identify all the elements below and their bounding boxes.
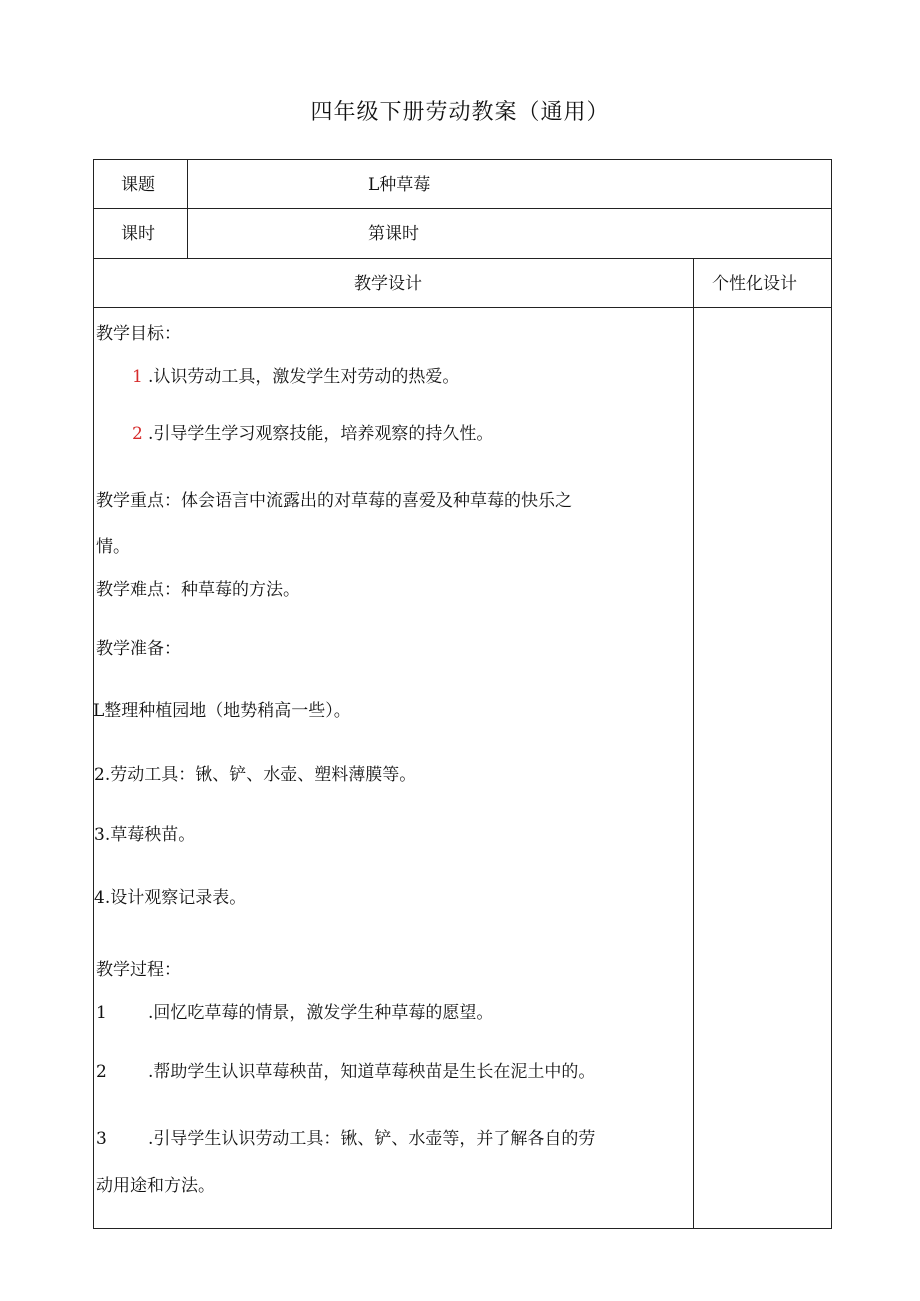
process-step-continuation: 动用途和方法。 [96,1176,215,1196]
objectives-heading: 教学目标： [96,324,181,344]
process-step-number: 1 [96,1003,107,1023]
process-step-text: .引导学生认识劳动工具：锹、铲、水壶等，并了解各自的劳 [148,1129,596,1149]
row-divider [94,258,831,259]
preparation-heading: 教学准备： [96,639,181,659]
period-label: 课时 [121,224,155,244]
objective-text: .认识劳动工具，激发学生对劳动的热爱。 [148,367,460,387]
design-column-heading: 教学设计 [354,274,422,294]
preparation-item: 2.劳动工具：锹、铲、水壶、塑料薄膜等。 [94,765,417,785]
period-value: 第课时 [368,224,419,244]
process-step-text: .回忆吃草莓的情景，激发学生种草莓的愿望。 [148,1003,494,1023]
process-step-text: .帮助学生认识草莓秧苗，知道草莓秧苗是生长在泥土中的。 [148,1062,596,1082]
topic-value: L种草莓 [368,175,431,195]
objective-number: 2 [132,424,143,444]
preparation-item: L整理种植园地（地势稍高一些）。 [93,701,351,721]
personal-column-heading: 个性化设计 [712,274,797,294]
objective-text: .引导学生学习观察技能，培养观察的持久性。 [148,424,494,444]
row-divider [94,208,831,209]
lesson-plan-table [93,159,832,1229]
key-point-line: 情。 [96,537,130,557]
preparation-item: 4.设计观察记录表。 [94,888,247,908]
row-divider [94,307,831,308]
process-heading: 教学过程： [96,960,181,980]
personal-column-divider [693,258,694,1228]
page-title: 四年级下册劳动教案（通用） [310,100,610,125]
key-point-line: 教学重点：体会语言中流露出的对草莓的喜爱及种草莓的快乐之 [96,491,572,511]
label-column-divider [187,160,188,258]
preparation-item: 3.草莓秧苗。 [94,825,196,845]
process-step-number: 2 [96,1062,107,1082]
process-step-number: 3 [96,1129,107,1149]
objective-number: 1 [132,367,143,387]
difficulty-line: 教学难点：种草莓的方法。 [96,580,300,600]
topic-label: 课题 [121,175,155,195]
